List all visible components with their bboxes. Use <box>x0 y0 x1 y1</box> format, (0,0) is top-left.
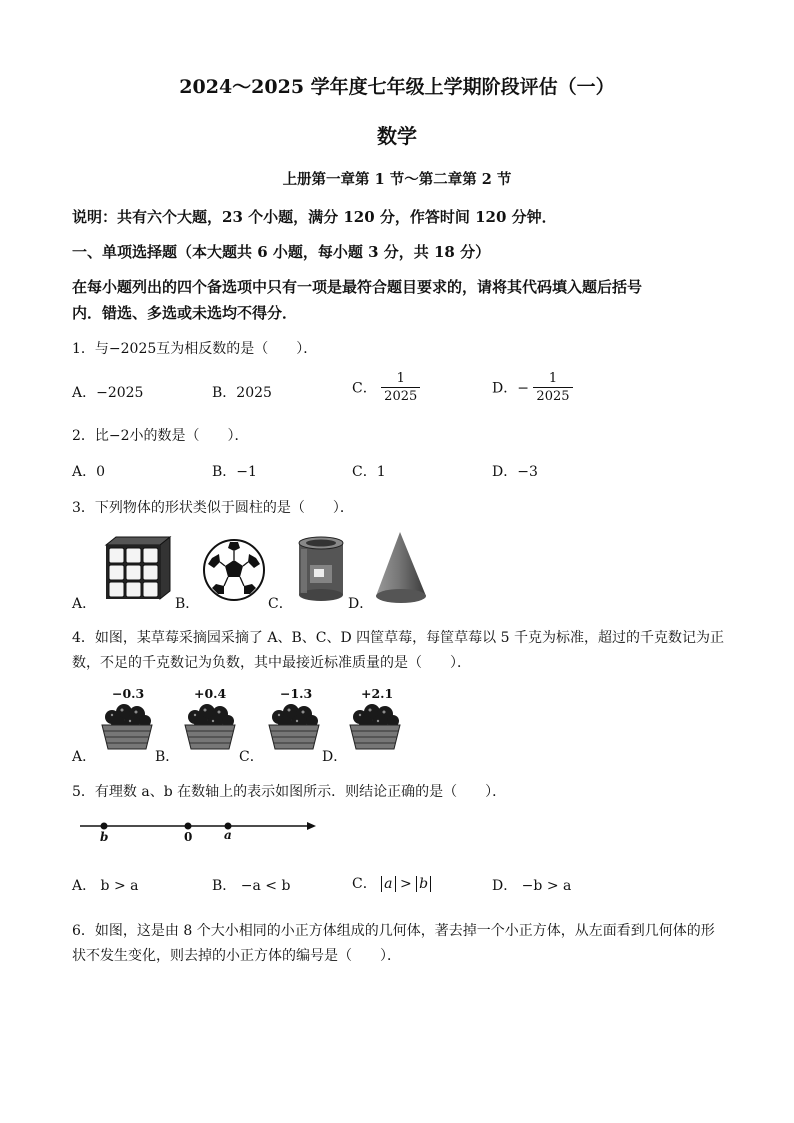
cone-icon <box>372 530 432 606</box>
q1-option-a: A．−2025 <box>72 385 144 401</box>
q5-option-d: D． −b > a <box>492 878 572 894</box>
q3-option-b: B． <box>175 596 200 612</box>
q4-option-c: C． <box>239 749 264 765</box>
q5-option-b: B． −a < b <box>212 878 291 894</box>
q3-option-a: A． <box>72 596 97 612</box>
number-line-label-a: a <box>224 828 232 842</box>
question-5-stem: 5．有理数 a、b 在数轴上的表示如图所示．则结论正确的是（ ）． <box>72 784 507 800</box>
number-line-label-b: b <box>100 830 109 844</box>
q1-option-d-fraction <box>533 370 572 405</box>
point-zero <box>185 823 192 830</box>
q1-option-c-label: C． <box>352 380 377 397</box>
basket-a-label: −0.3 <box>112 686 145 701</box>
basket-d-label: +2.1 <box>361 686 394 701</box>
section-desc-line2: 内．错选、多选或未选均不得分． <box>72 304 298 322</box>
q2-option-c: C．1 <box>352 464 386 480</box>
q4-option-b: B． <box>155 749 180 765</box>
q5-option-c-operator: > <box>399 876 412 892</box>
q4-option-d: D． <box>322 749 348 765</box>
q1-option-c <box>352 370 420 405</box>
q1-d-denominator: 2025 <box>533 387 572 405</box>
instructions: 说明：共有六个大题，23 个小题，满分 120 分，作答时间 120 分钟． <box>72 208 557 226</box>
cylinder-can-icon <box>296 535 346 603</box>
q5-option-c <box>352 873 431 893</box>
soccer-ball-icon <box>202 538 266 602</box>
q1-c-denominator: 2025 <box>381 387 420 405</box>
q5-option-a: A． b > a <box>72 878 139 894</box>
section-desc-line1: 在每小题列出的四个备选项中只有一项是最符合题目要求的，请将其代码填入题后括号 <box>72 278 643 296</box>
number-line-label-zero: 0 <box>184 830 193 844</box>
q3-option-d: D． <box>348 596 374 612</box>
scope-line: 上册第一章第 1 节～第二章第 2 节 <box>282 171 512 188</box>
q2-option-b: B．−1 <box>212 464 257 480</box>
strawberry-basket-icon <box>348 703 402 753</box>
q2-option-a: A．0 <box>72 464 106 480</box>
q1-option-b: B．2025 <box>212 385 272 401</box>
q1-option-c-fraction <box>381 370 420 405</box>
abs-b: b <box>416 876 431 892</box>
basket-c-label: −1.3 <box>280 686 313 701</box>
abs-a: a <box>381 876 395 892</box>
q1-option-d-label: D．− <box>492 380 529 397</box>
number-line <box>78 818 318 848</box>
point-b <box>101 823 108 830</box>
strawberry-basket-icon <box>267 703 321 753</box>
q1-d-numerator: 1 <box>548 371 558 386</box>
question-4-stem-line2: 数，不足的千克数记为负数，其中最接近标准质量的是（ ）． <box>72 655 471 671</box>
q5-option-c-label: C． <box>352 876 377 892</box>
strawberry-basket-icon <box>100 703 154 753</box>
q3-option-c: C． <box>268 596 293 612</box>
question-3-stem: 3．下列物体的形状类似于圆柱的是（ ）． <box>72 500 354 516</box>
subject-title: 数学 <box>377 124 417 148</box>
question-6-stem-line2: 状不发生变化，则去掉的小正方体的编号是（ ）． <box>72 948 401 964</box>
q4-option-a: A． <box>72 749 97 765</box>
page-title: 2024～2025 学年度七年级上学期阶段评估（一） <box>179 76 615 98</box>
question-2-stem: 2．比−2小的数是（ ）． <box>72 428 249 444</box>
section-heading: 一、单项选择题（本大题共 6 小题，每小题 3 分，共 18 分） <box>72 243 491 261</box>
q1-c-numerator: 1 <box>396 371 405 386</box>
question-6-stem-line1: 6．如图，这是由 8 个大小相同的小正方体组成的几何体，著去掉一个小正方体，从左面看到几何体的形 <box>72 923 715 939</box>
basket-b-label: +0.4 <box>194 686 227 701</box>
question-4-stem-line1: 4．如图，某草莓采摘园采摘了 A、B、C、D 四筐草莓，每筐草莓以 5 千克为标准，超过的千克数记为正 <box>72 630 724 646</box>
strawberry-basket-icon <box>183 703 237 753</box>
rubiks-cube-icon <box>102 535 172 601</box>
q1-option-d <box>492 370 573 405</box>
q2-option-d: D．−3 <box>492 464 538 480</box>
question-1-stem: 1．与−2025互为相反数的是（ ）． <box>72 341 318 357</box>
